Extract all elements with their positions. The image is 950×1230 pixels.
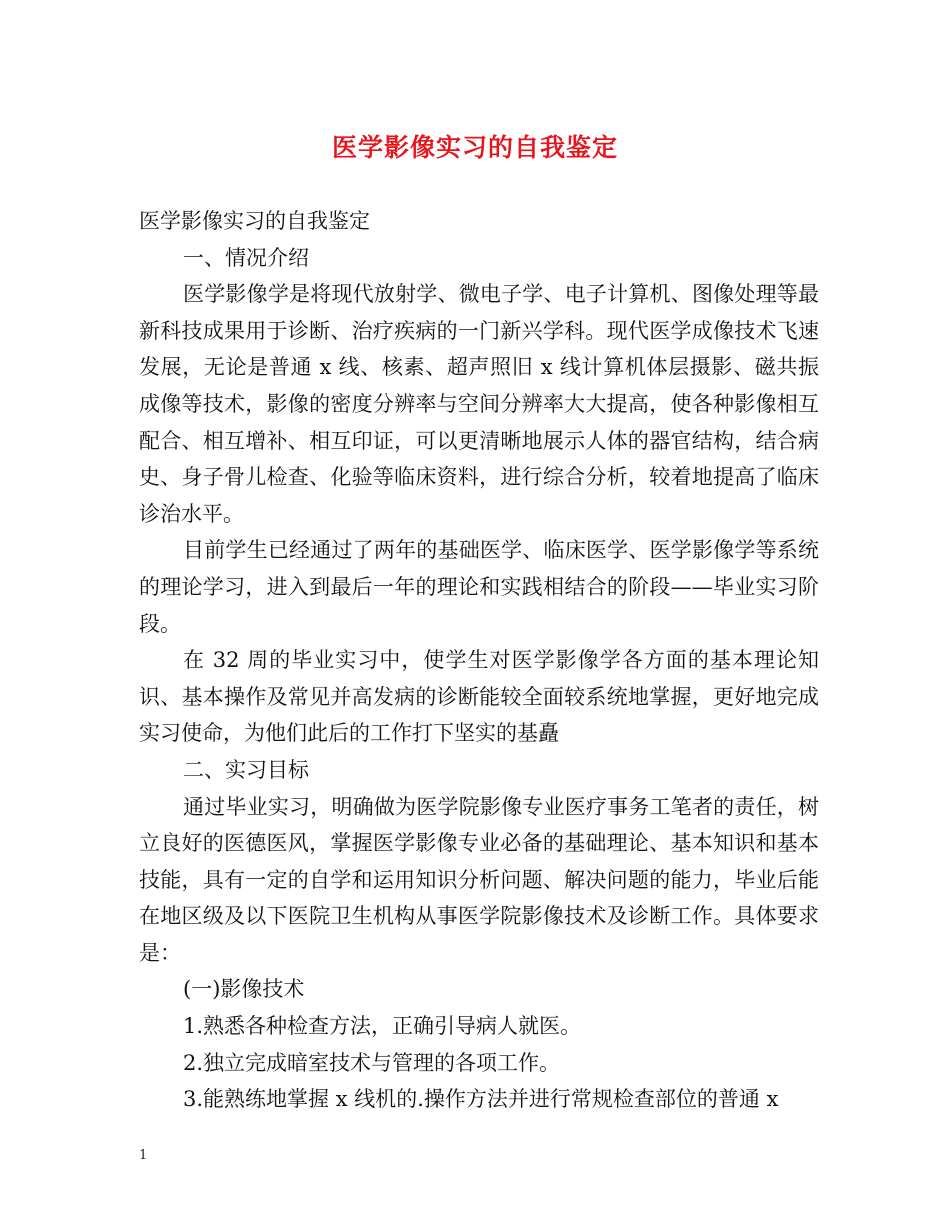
document-paragraph: 在 32 周的毕业实习中，使学生对医学影像学各方面的基本理论知识、基本操作及常见并高发病的诊断能较全面较系统地掌握，更好地完成实习使命，为他们此后的工作打下坚实的基矗 <box>139 648 819 746</box>
page-number: 1 <box>139 1148 148 1163</box>
document-paragraph: 3.能熟练地掌握 x 线机的.操作方法并进行常规检查部位的普通 x <box>183 1087 779 1112</box>
document-paragraph: 通过毕业实习，明确做为医学院影像专业医疗事务工笔者的责任，树立良好的医德医风，掌握医学影像专业必备的基础理论、基本知识和基本技能，具有一定的自学和运用知识分析问题、解决问题的能力，毕业后能在地区级及以下医院卫生机构从事医学院影像技术及诊断工作。具体要求是： <box>139 794 819 965</box>
document-paragraph: 医学影像学是将现代放射学、微电子学、电子计算机、图像处理等最新科技成果用于诊断、治疗疾病的一门新兴学科。现代医学成像技术飞速发展，无论是普通 x 线、核素、超声照旧 x 线计算机体层摄影、磁共振成像等技术，影像的密度分辨率与空间分辨率大大提高，使各种影像相互配合、相互增补、相互印证，可以更清晰地展示人体的器官结构，结合病史、身子骨儿检查、化验等临床资料，进行综合分析，较着地提高了临床诊治水平。 <box>139 282 819 526</box>
document-paragraph: 医学影像实习的自我鉴定 <box>139 209 370 233</box>
document-paragraph: 二、实习目标 <box>183 757 309 782</box>
document-body <box>139 203 819 1118</box>
document-paragraph: (一)影像技术 <box>183 977 305 1002</box>
document-paragraph: 一、情况介绍 <box>183 245 309 270</box>
document-paragraph: 1.熟悉各种检查方法，正确引导病人就医。 <box>183 1014 582 1039</box>
document-title: 医学影像实习的自我鉴定 <box>331 133 618 162</box>
document-paragraph: 2.独立完成暗室技术与管理的各项工作。 <box>183 1050 561 1075</box>
document-paragraph: 目前学生已经通过了两年的基础医学、临床医学、医学影像学等系统的理论学习，进入到最后一年的理论和实践相结合的阶段——毕业实习阶段。 <box>139 538 819 636</box>
